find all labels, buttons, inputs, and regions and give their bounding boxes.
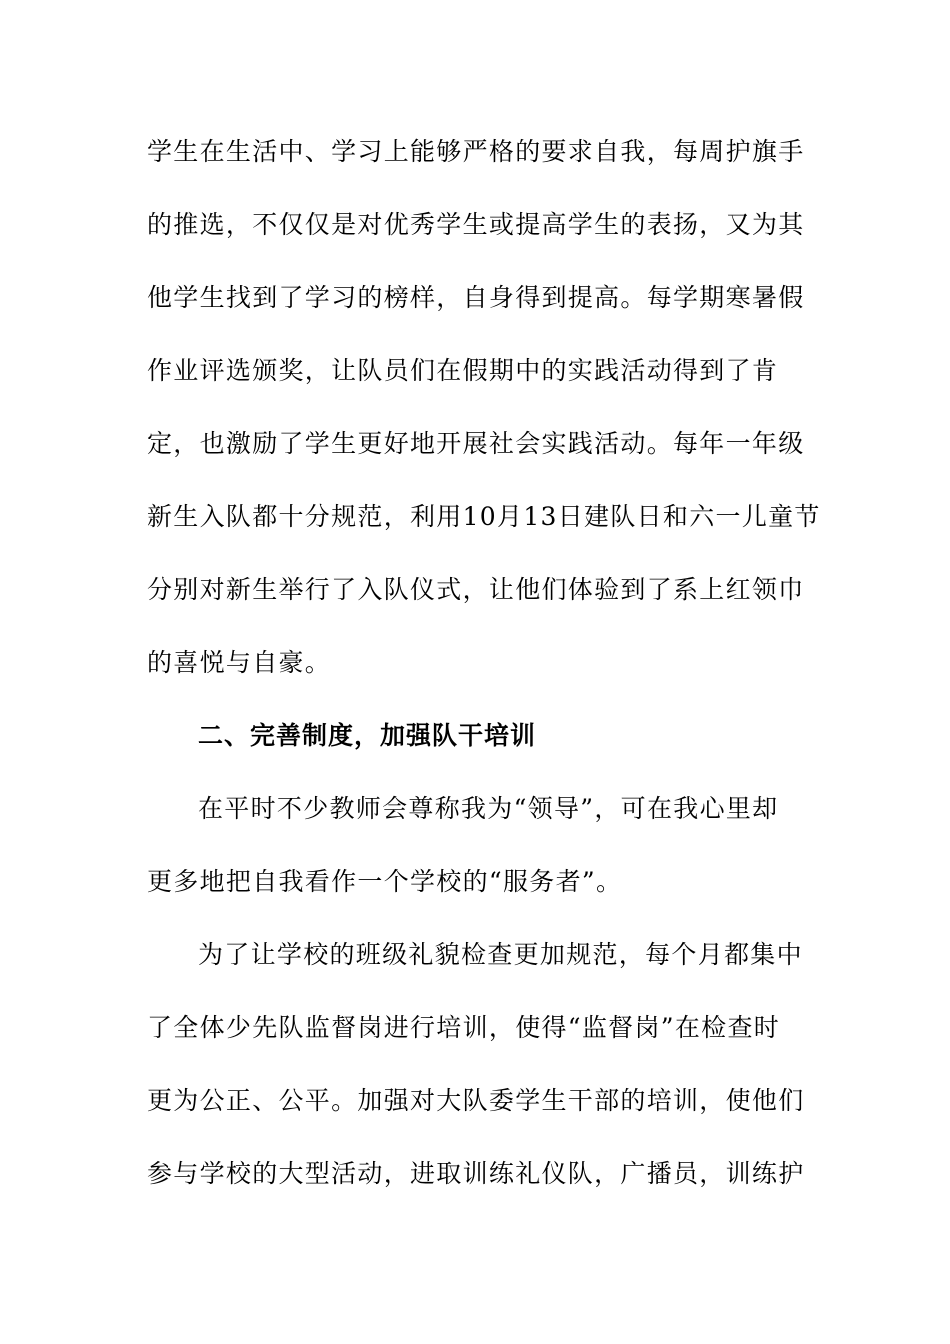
section-heading: 二、完善制度，加强队干培训 bbox=[198, 721, 537, 750]
text-line: 定，也激励了学生更好地开展社会实践活动。每年一年级 bbox=[147, 429, 805, 458]
paragraph-start-line: 在平时不少教师会尊称我为“领导”，可在我心里却 bbox=[198, 794, 779, 823]
text-line: 作业评选颁奖，让队员们在假期中的实践活动得到了肯 bbox=[147, 356, 779, 385]
text-line: 学生在生活中、学习上能够严格的要求自我，每周护旗手 bbox=[147, 137, 805, 166]
text-line: 了全体少先队监督岗进行培训，使得“监督岗”在检查时 bbox=[147, 1013, 781, 1042]
text-line: 参与学校的大型活动，进取训练礼仪队，广播员，训练护 bbox=[147, 1159, 805, 1188]
text-line: 更为公正、公平。加强对大队委学生干部的培训，使他们 bbox=[147, 1086, 805, 1115]
document-body bbox=[147, 126, 827, 1221]
text-line: 他学生找到了学习的榜样，自身得到提高。每学期寒暑假 bbox=[147, 283, 805, 312]
text-line: 更多地把自我看作一个学校的“服务者”。 bbox=[147, 867, 623, 896]
text-line: 分别对新生举行了入队仪式，让他们体验到了系上红领巾 bbox=[147, 575, 805, 604]
text-line: 新生入队都十分规范，利用10月13日建队日和六一儿童节 bbox=[147, 502, 821, 531]
text-line: 的喜悦与自豪。 bbox=[147, 648, 332, 677]
text-line: 的推选，不仅仅是对优秀学生或提高学生的表扬，又为其 bbox=[147, 210, 805, 239]
paragraph-start-line: 为了让学校的班级礼貌检查更加规范，每个月都集中 bbox=[198, 940, 803, 969]
